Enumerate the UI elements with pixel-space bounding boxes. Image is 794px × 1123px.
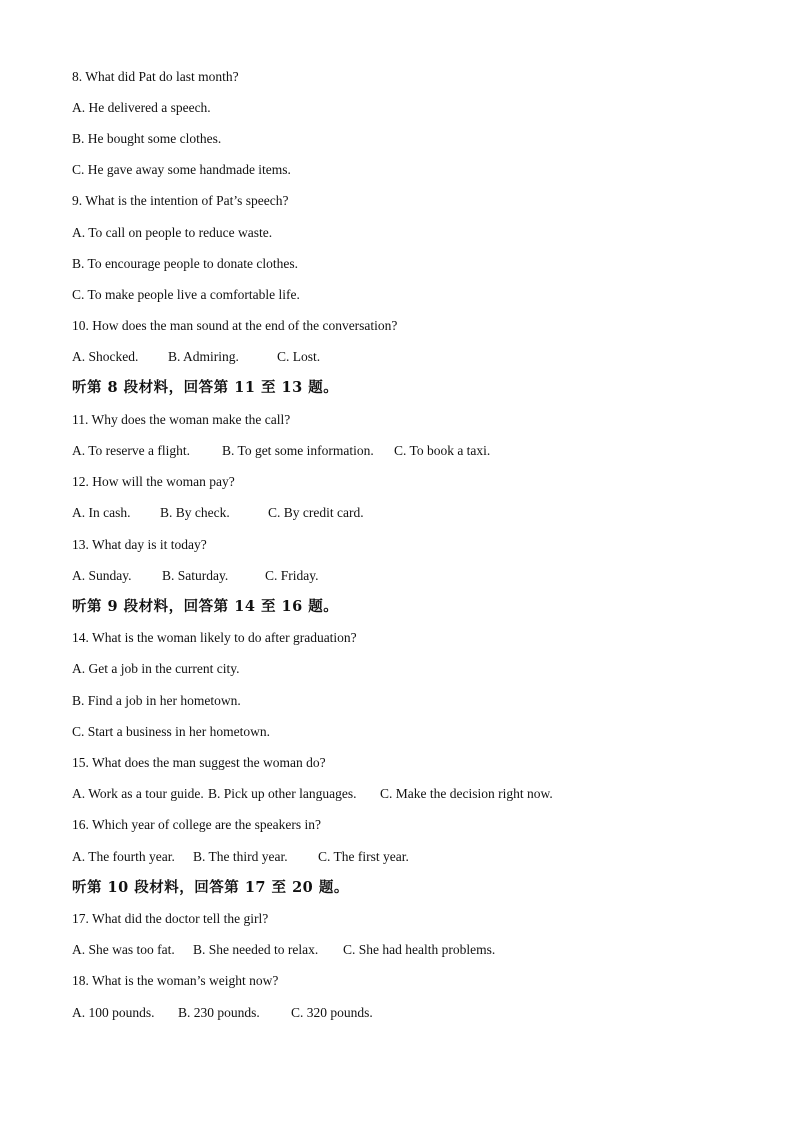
question-9-option-b: B. To encourage people to donate clothes. [72, 256, 298, 271]
question-18-stem: 18. What is the woman’s weight now? [72, 973, 279, 988]
question-16-stem: 16. Which year of college are the speakers in? [72, 817, 322, 832]
question-17-stem: 17. What did the doctor tell the girl? [72, 911, 269, 926]
question-11-option-a: A. To reserve a flight. [72, 443, 191, 458]
question-17-option-a: A. She was too fat. [72, 942, 175, 957]
question-14-option-a: A. Get a job in the current city. [72, 661, 240, 676]
question-17-option-b: B. She needed to relax. [193, 942, 319, 957]
question-10-option-b: B. Admiring. [168, 349, 239, 364]
question-8-option-b: B. He bought some clothes. [72, 131, 222, 146]
question-15-stem: 15. What does the man suggest the woman do? [72, 755, 326, 770]
question-15-option-a: A. Work as a tour guide. [72, 786, 204, 801]
question-13-stem: 13. What day is it today? [72, 537, 207, 552]
question-18-option-b: B. 230 pounds. [178, 1005, 260, 1020]
question-17-option-c: C. She had health problems. [343, 942, 496, 957]
question-11-option-c: C. To book a taxi. [394, 443, 491, 458]
question-18-option-a: A. 100 pounds. [72, 1005, 155, 1020]
question-16-option-b: B. The third year. [193, 849, 288, 864]
question-8-option-a: A. He delivered a speech. [72, 100, 211, 115]
question-12-option-b: B. By check. [160, 505, 230, 520]
question-14-option-b: B. Find a job in her hometown. [72, 693, 241, 708]
question-9-stem: 9. What is the intention of Pat’s speech? [72, 193, 289, 208]
question-13-option-a: A. Sunday. [72, 568, 132, 583]
question-14-option-c: C. Start a business in her hometown. [72, 724, 270, 739]
question-12-option-a: A. In cash. [72, 505, 131, 520]
question-11-option-b: B. To get some information. [222, 443, 374, 458]
section-heading-9: 听第 9 段材料，回答第 14 至 16 题。 [72, 598, 339, 615]
question-12-option-c: C. By credit card. [268, 505, 364, 520]
question-8-stem: 8. What did Pat do last month? [72, 69, 239, 84]
question-18-option-c: C. 320 pounds. [291, 1005, 373, 1020]
question-16-option-c: C. The first year. [318, 849, 409, 864]
question-16-option-a: A. The fourth year. [72, 849, 175, 864]
question-14-stem: 14. What is the woman likely to do after graduation? [72, 630, 357, 645]
question-10-option-c: C. Lost. [277, 349, 321, 364]
section-heading-10: 听第 10 段材料，回答第 17 至 20 题。 [72, 879, 349, 896]
question-15-option-c: C. Make the decision right now. [380, 786, 553, 801]
question-9-option-c: C. To make people live a comfortable life. [72, 287, 300, 302]
question-13-option-c: C. Friday. [265, 568, 319, 583]
question-9-option-a: A. To call on people to reduce waste. [72, 225, 273, 240]
section-heading-8: 听第 8 段材料，回答第 11 至 13 题。 [72, 379, 339, 396]
question-13-option-b: B. Saturday. [162, 568, 229, 583]
question-10-option-a: A. Shocked. [72, 349, 139, 364]
question-15-option-b: B. Pick up other languages. [208, 786, 357, 801]
question-10-stem: 10. How does the man sound at the end of the conversation? [72, 318, 398, 333]
question-12-stem: 12. How will the woman pay? [72, 474, 235, 489]
question-8-option-c: C. He gave away some handmade items. [72, 162, 291, 177]
question-11-stem: 11. Why does the woman make the call? [72, 412, 291, 427]
